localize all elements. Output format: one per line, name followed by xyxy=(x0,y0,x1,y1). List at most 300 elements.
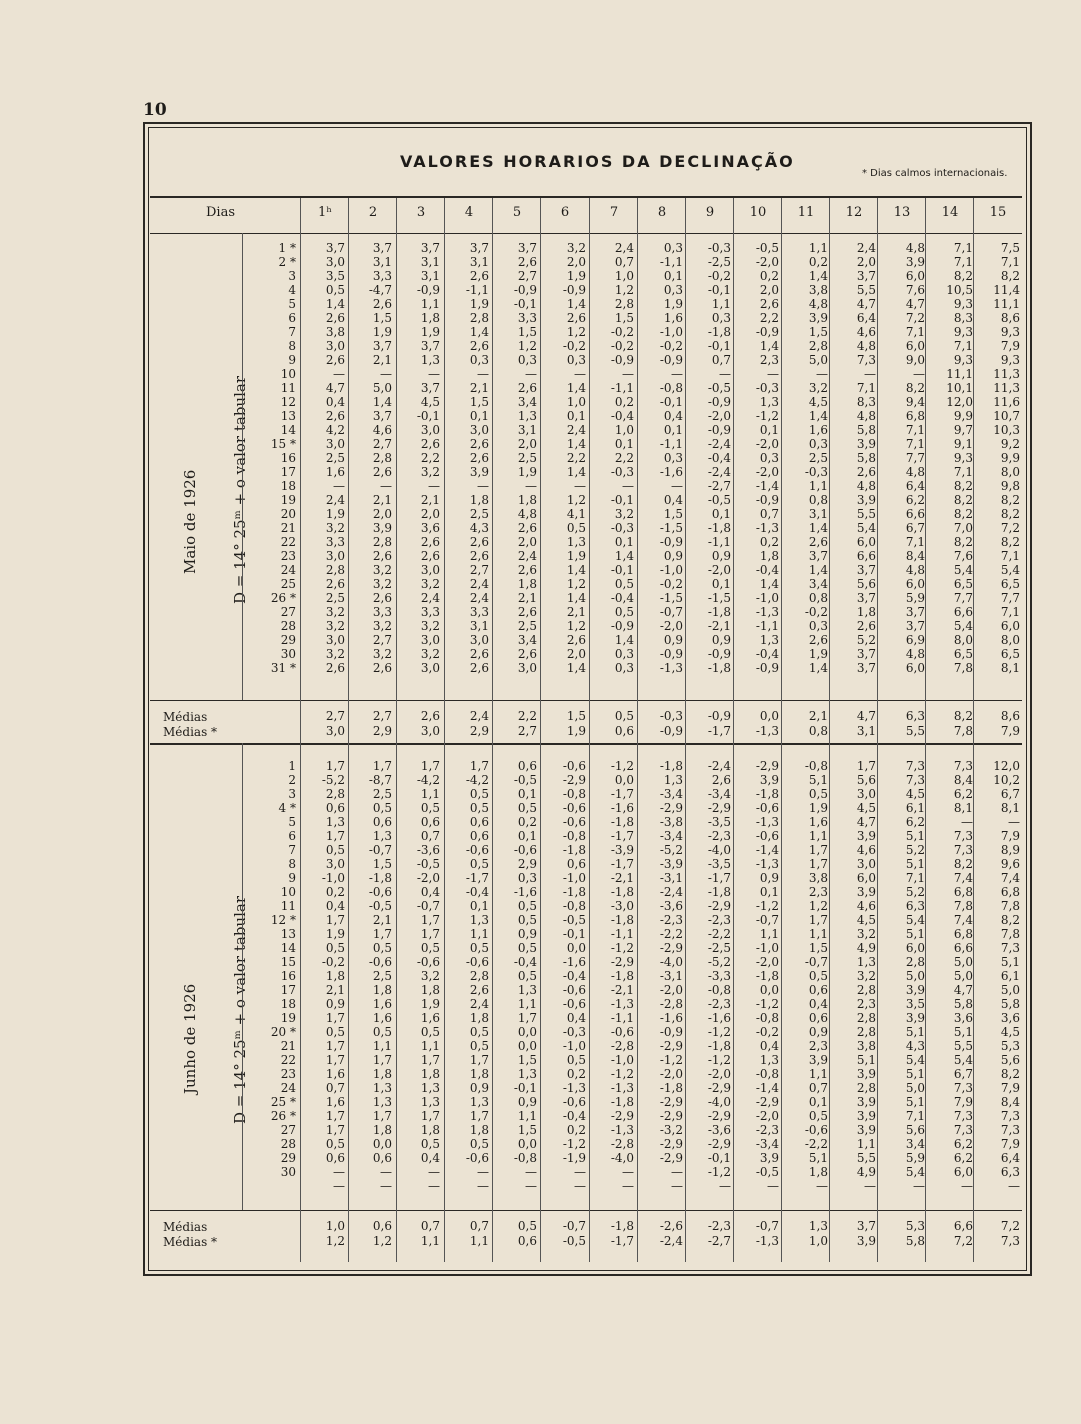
value-cell: -2,9 xyxy=(755,759,779,773)
value-cell: 0,0 xyxy=(372,1137,392,1151)
value-cell: 3,2 xyxy=(325,521,345,535)
value-cell: -2,9 xyxy=(659,941,683,955)
value-cell: — xyxy=(1008,1179,1020,1193)
value-cell: 0,6 xyxy=(372,815,392,829)
header-hour: 2 xyxy=(368,205,378,220)
value-cell: 0,6 xyxy=(614,724,634,738)
value-cell: -2,0 xyxy=(659,983,683,997)
value-cell: -1,8 xyxy=(610,969,634,983)
value-cell: 1,7 xyxy=(372,927,392,941)
value-cell: 7,1 xyxy=(905,1109,925,1123)
value-cell: 7,7 xyxy=(905,451,925,465)
day-label: 18 xyxy=(280,997,296,1011)
value-cell: -1,0 xyxy=(755,941,779,955)
value-cell: — xyxy=(525,479,537,493)
value-cell: -0,4 xyxy=(755,563,779,577)
value-cell: 8,4 xyxy=(1000,1095,1020,1109)
value-cell: 0,9 xyxy=(663,549,683,563)
value-cell: -0,2 xyxy=(610,325,634,339)
value-cell: 7,2 xyxy=(953,1234,973,1248)
value-cell: 1,7 xyxy=(808,843,828,857)
value-cell: -0,8 xyxy=(562,787,586,801)
value-cell: 3,7 xyxy=(856,647,876,661)
table-row xyxy=(150,858,1022,871)
value-cell: 4,5 xyxy=(905,787,925,801)
value-cell: -0,2 xyxy=(659,577,683,591)
value-cell: -2,4 xyxy=(707,759,731,773)
day-label: 26 * xyxy=(270,1109,296,1123)
day-label: 13 xyxy=(280,927,296,941)
value-cell: 3,1 xyxy=(856,724,876,738)
value-cell: 1,9 xyxy=(566,724,586,738)
value-cell: -0,8 xyxy=(755,1067,779,1081)
value-cell: -1,6 xyxy=(513,885,537,899)
value-cell: 1,3 xyxy=(372,1081,392,1095)
value-cell: 6,4 xyxy=(856,311,876,325)
value-cell: 5,1 xyxy=(808,773,828,787)
value-cell: 5,0 xyxy=(905,969,925,983)
value-cell: -0,9 xyxy=(659,535,683,549)
day-label: 13 xyxy=(280,409,296,423)
value-cell: 8,2 xyxy=(953,493,973,507)
value-cell: 1,3 xyxy=(566,535,586,549)
value-cell: 0,2 xyxy=(759,535,779,549)
table-row xyxy=(150,1124,1022,1137)
value-cell: 5,6 xyxy=(1000,1053,1020,1067)
table-row xyxy=(150,1110,1022,1123)
value-cell: 1,5 xyxy=(517,1053,537,1067)
value-cell: 3,6 xyxy=(420,521,440,535)
value-cell: -1,3 xyxy=(755,815,779,829)
value-cell: 3,3 xyxy=(325,535,345,549)
value-cell: -0,1 xyxy=(659,395,683,409)
value-cell: -0,4 xyxy=(610,409,634,423)
value-cell: 2,8 xyxy=(856,983,876,997)
day-label: 17 xyxy=(280,983,296,997)
junho-medias-label: Médias xyxy=(163,1220,208,1234)
value-cell: 0,6 xyxy=(420,815,440,829)
value-cell: 1,7 xyxy=(420,927,440,941)
value-cell: 1,4 xyxy=(808,661,828,675)
value-cell: 6,5 xyxy=(953,577,973,591)
value-cell: -2,8 xyxy=(610,1039,634,1053)
value-cell: 4,8 xyxy=(905,241,925,255)
table-row xyxy=(150,1082,1022,1095)
value-cell: 0,3 xyxy=(614,647,634,661)
value-cell: 3,7 xyxy=(905,619,925,633)
value-cell: -0,6 xyxy=(562,1095,586,1109)
value-cell: 7,3 xyxy=(905,759,925,773)
value-cell: -0,7 xyxy=(368,843,392,857)
value-cell: 2,6 xyxy=(372,661,392,675)
value-cell: 0,5 xyxy=(517,913,537,927)
value-cell: 5,0 xyxy=(905,1081,925,1095)
value-cell: 10,3 xyxy=(993,423,1020,437)
value-cell: 7,2 xyxy=(1000,521,1020,535)
column-rule xyxy=(492,198,493,1262)
value-cell: 1,2 xyxy=(517,339,537,353)
value-cell: 1,5 xyxy=(663,507,683,521)
value-cell: 1,3 xyxy=(420,353,440,367)
value-cell: 8,2 xyxy=(1000,913,1020,927)
value-cell: 0,5 xyxy=(469,787,489,801)
day-label: 5 xyxy=(288,297,296,311)
value-cell: 3,2 xyxy=(372,577,392,591)
value-cell: 0,0 xyxy=(759,983,779,997)
value-cell: 1,8 xyxy=(808,1165,828,1179)
value-cell: 1,1 xyxy=(469,1234,489,1248)
value-cell: 2,6 xyxy=(856,619,876,633)
value-cell: 4,3 xyxy=(905,1039,925,1053)
value-cell: 9,4 xyxy=(905,395,925,409)
value-cell: -1,2 xyxy=(659,1053,683,1067)
value-cell: 2,5 xyxy=(325,591,345,605)
value-cell: 4,9 xyxy=(856,941,876,955)
value-cell: 0,0 xyxy=(566,941,586,955)
value-cell: -0,6 xyxy=(465,843,489,857)
value-cell: 3,0 xyxy=(420,724,440,738)
header-hour: 9 xyxy=(705,205,715,220)
value-cell: 5,4 xyxy=(905,1165,925,1179)
value-cell: -1,8 xyxy=(659,1081,683,1095)
header-hour: 7 xyxy=(609,205,619,220)
value-cell: 3,9 xyxy=(856,1234,876,1248)
value-cell: 3,9 xyxy=(905,255,925,269)
day-label: 25 xyxy=(280,577,296,591)
value-cell: -0,9 xyxy=(610,353,634,367)
value-cell: 5,2 xyxy=(905,885,925,899)
value-cell: -1,7 xyxy=(465,871,489,885)
value-cell: 1,4 xyxy=(566,437,586,451)
value-cell: -0,8 xyxy=(755,1011,779,1025)
value-cell: 1,3 xyxy=(372,1095,392,1109)
value-cell: -2,0 xyxy=(416,871,440,885)
value-cell: 1,1 xyxy=(808,829,828,843)
value-cell: 0,1 xyxy=(517,787,537,801)
header-dias: Dias xyxy=(206,205,236,220)
side-rule xyxy=(242,233,243,700)
value-cell: 3,9 xyxy=(856,1123,876,1137)
value-cell: 6,2 xyxy=(953,1137,973,1151)
value-cell: 0,5 xyxy=(808,1109,828,1123)
value-cell: -2,4 xyxy=(707,437,731,451)
value-cell: 0,7 xyxy=(420,829,440,843)
value-cell: — xyxy=(428,1165,440,1179)
value-cell: 3,9 xyxy=(808,311,828,325)
table-row xyxy=(150,382,1022,395)
value-cell: 2,0 xyxy=(856,255,876,269)
value-cell: -3,6 xyxy=(707,1123,731,1137)
value-cell: 1,8 xyxy=(420,1123,440,1137)
value-cell: — xyxy=(333,1165,345,1179)
value-cell: — xyxy=(380,479,392,493)
value-cell: 2,9 xyxy=(469,724,489,738)
value-cell: 6,6 xyxy=(856,549,876,563)
value-cell: -1,2 xyxy=(755,899,779,913)
value-cell: 5,1 xyxy=(905,1025,925,1039)
value-cell: 1,9 xyxy=(517,465,537,479)
header-hour: 1ʰ xyxy=(318,205,332,220)
value-cell: — xyxy=(622,1179,634,1193)
value-cell: -1,8 xyxy=(755,969,779,983)
column-rule xyxy=(685,198,686,1262)
value-cell: 2,6 xyxy=(469,339,489,353)
value-cell: 3,4 xyxy=(905,1137,925,1151)
column-rule xyxy=(877,198,878,1262)
value-cell: -0,7 xyxy=(755,1219,779,1233)
value-cell: -3,6 xyxy=(659,899,683,913)
value-cell: 7,3 xyxy=(1000,1109,1020,1123)
value-cell: 1,3 xyxy=(759,633,779,647)
value-cell: -0,1 xyxy=(562,927,586,941)
value-cell: 1,7 xyxy=(372,1109,392,1123)
value-cell: 1,7 xyxy=(469,759,489,773)
table-row xyxy=(150,998,1022,1011)
value-cell: 5,1 xyxy=(953,1025,973,1039)
value-cell: 3,9 xyxy=(856,1095,876,1109)
value-cell: 7,1 xyxy=(953,465,973,479)
value-cell: 0,5 xyxy=(469,1137,489,1151)
value-cell: 2,6 xyxy=(517,255,537,269)
value-cell: -2,9 xyxy=(610,1109,634,1123)
value-cell: 2,4 xyxy=(614,241,634,255)
maio-medias-label: Médias xyxy=(163,710,208,724)
value-cell: -1,3 xyxy=(610,1081,634,1095)
value-cell: -0,3 xyxy=(610,521,634,535)
value-cell: 3,9 xyxy=(856,437,876,451)
value-cell: 1,8 xyxy=(420,983,440,997)
header-hour: 15 xyxy=(989,205,1007,220)
value-cell: 8,4 xyxy=(905,549,925,563)
value-cell: 1,8 xyxy=(372,1067,392,1081)
value-cell: 0,6 xyxy=(372,1219,392,1233)
table-row xyxy=(150,830,1022,843)
value-cell: -0,9 xyxy=(707,395,731,409)
value-cell: 0,5 xyxy=(469,1039,489,1053)
value-cell: 0,0 xyxy=(517,1039,537,1053)
value-cell: 3,0 xyxy=(325,255,345,269)
value-cell: 4,8 xyxy=(905,465,925,479)
value-cell: 0,5 xyxy=(517,899,537,913)
value-cell: 3,0 xyxy=(325,633,345,647)
value-cell: 1,5 xyxy=(469,395,489,409)
value-cell: 2,5 xyxy=(372,969,392,983)
value-cell: -1,5 xyxy=(659,591,683,605)
value-cell: 0,8 xyxy=(808,724,828,738)
value-cell: 1,5 xyxy=(372,857,392,871)
column-rule xyxy=(829,198,830,1262)
value-cell: 7,3 xyxy=(953,1081,973,1095)
day-label: 28 xyxy=(280,1137,296,1151)
value-cell: -1,3 xyxy=(610,1123,634,1137)
junho-medias-star-label: Médias * xyxy=(163,1235,218,1249)
value-cell: 1,4 xyxy=(566,297,586,311)
value-cell: 5,9 xyxy=(905,1151,925,1165)
value-cell: -0,9 xyxy=(707,709,731,723)
value-cell: 0,1 xyxy=(759,423,779,437)
value-cell: — xyxy=(477,1165,489,1179)
value-cell: -1,1 xyxy=(707,535,731,549)
value-cell: 1,4 xyxy=(566,591,586,605)
value-cell: 1,1 xyxy=(856,1137,876,1151)
table-row xyxy=(150,452,1022,465)
value-cell: -1,1 xyxy=(659,255,683,269)
value-cell: -1,4 xyxy=(755,1081,779,1095)
value-cell: -2,3 xyxy=(707,913,731,927)
value-cell: -1,0 xyxy=(321,871,345,885)
value-cell: — xyxy=(428,1179,440,1193)
column-rule xyxy=(589,198,590,1262)
value-cell: 0,6 xyxy=(325,1151,345,1165)
value-cell: -0,1 xyxy=(610,563,634,577)
day-label: 22 xyxy=(280,1053,296,1067)
value-cell: 6,2 xyxy=(905,493,925,507)
table-row xyxy=(150,900,1022,913)
value-cell: -2,7 xyxy=(707,479,731,493)
value-cell: 1,1 xyxy=(517,1109,537,1123)
value-cell: -0,2 xyxy=(562,339,586,353)
value-cell: 1,9 xyxy=(566,549,586,563)
value-cell: 2,6 xyxy=(372,297,392,311)
value-cell: 6,0 xyxy=(905,577,925,591)
table-row xyxy=(150,256,1022,269)
value-cell: 12,0 xyxy=(946,395,973,409)
value-cell: 0,2 xyxy=(325,885,345,899)
value-cell: -2,0 xyxy=(659,1067,683,1081)
value-cell: 0,1 xyxy=(711,577,731,591)
value-cell: 0,5 xyxy=(420,801,440,815)
value-cell: 0,6 xyxy=(808,1011,828,1025)
column-rule xyxy=(444,198,445,1262)
value-cell: 5,1 xyxy=(808,1151,828,1165)
value-cell: 3,0 xyxy=(325,437,345,451)
table-row xyxy=(150,438,1022,451)
value-cell: 2,6 xyxy=(420,709,440,723)
value-cell: -0,6 xyxy=(513,843,537,857)
value-cell: 8,1 xyxy=(1000,661,1020,675)
table-row xyxy=(150,788,1022,801)
value-cell: 3,9 xyxy=(905,983,925,997)
value-cell: -1,3 xyxy=(755,724,779,738)
value-cell: -0,4 xyxy=(513,955,537,969)
day-label: 29 xyxy=(280,1151,296,1165)
value-cell: -1,8 xyxy=(755,787,779,801)
value-cell: 5,3 xyxy=(1000,1039,1020,1053)
value-cell: 5,0 xyxy=(808,353,828,367)
value-cell: -0,8 xyxy=(804,759,828,773)
value-cell: 4,8 xyxy=(905,563,925,577)
value-cell: 2,0 xyxy=(517,535,537,549)
value-cell: -1,2 xyxy=(562,1137,586,1151)
value-cell: -3,6 xyxy=(416,843,440,857)
value-cell: 3,8 xyxy=(808,871,828,885)
value-cell: -1,0 xyxy=(755,591,779,605)
value-cell: 2,7 xyxy=(372,709,392,723)
value-cell: 1,2 xyxy=(566,493,586,507)
value-cell: -0,7 xyxy=(416,899,440,913)
value-cell: -0,9 xyxy=(707,647,731,661)
value-cell: 1,3 xyxy=(808,1219,828,1233)
header-hour: 14 xyxy=(941,205,959,220)
table-row xyxy=(150,298,1022,311)
value-cell: 3,1 xyxy=(517,423,537,437)
value-cell: 7,1 xyxy=(905,325,925,339)
value-cell: — xyxy=(477,479,489,493)
value-cell: 0,5 xyxy=(469,1025,489,1039)
value-cell: 0,9 xyxy=(517,1095,537,1109)
value-cell: 0,1 xyxy=(808,1095,828,1109)
value-cell: -2,3 xyxy=(755,1123,779,1137)
value-cell: 11,3 xyxy=(993,381,1020,395)
value-cell: -0,9 xyxy=(659,353,683,367)
value-cell: 3,7 xyxy=(325,241,345,255)
value-cell: 0,5 xyxy=(372,801,392,815)
value-cell: -0,5 xyxy=(368,899,392,913)
value-cell: 3,1 xyxy=(372,255,392,269)
value-cell: 3,7 xyxy=(856,1219,876,1233)
value-cell: -0,4 xyxy=(465,885,489,899)
value-cell: 1,2 xyxy=(566,325,586,339)
quiet-days-note: * Dias calmos internacionais. xyxy=(862,168,1008,179)
value-cell: -0,9 xyxy=(755,661,779,675)
value-cell: 6,7 xyxy=(953,1067,973,1081)
value-cell: -0,3 xyxy=(659,709,683,723)
value-cell: 9,3 xyxy=(1000,325,1020,339)
value-cell: — xyxy=(574,367,586,381)
value-cell: 5,8 xyxy=(856,451,876,465)
value-cell: -0,3 xyxy=(562,1025,586,1039)
value-cell: 5,1 xyxy=(905,829,925,843)
table-row xyxy=(150,522,1022,535)
value-cell: -1,3 xyxy=(755,605,779,619)
value-cell: 1,3 xyxy=(759,395,779,409)
value-cell: 0,6 xyxy=(372,1151,392,1165)
value-cell: — xyxy=(1008,815,1020,829)
column-rule xyxy=(925,198,926,1262)
value-cell: 1,6 xyxy=(325,1067,345,1081)
value-cell: 0,4 xyxy=(759,1039,779,1053)
value-cell: -0,6 xyxy=(416,955,440,969)
value-cell: -0,3 xyxy=(610,465,634,479)
value-cell: 2,6 xyxy=(325,353,345,367)
day-label: 29 xyxy=(280,633,296,647)
column-rule xyxy=(733,198,734,1262)
value-cell: 0,4 xyxy=(420,1151,440,1165)
value-cell: 1,4 xyxy=(372,395,392,409)
value-cell: -0,3 xyxy=(755,381,779,395)
value-cell: 7,3 xyxy=(953,843,973,857)
value-cell: 1,7 xyxy=(420,759,440,773)
table-row xyxy=(150,410,1022,423)
value-cell: 7,2 xyxy=(905,311,925,325)
value-cell: 0,5 xyxy=(325,1025,345,1039)
value-cell: -2,2 xyxy=(707,927,731,941)
day-label: 19 xyxy=(280,493,296,507)
value-cell: 2,6 xyxy=(566,633,586,647)
value-cell: 4,6 xyxy=(372,423,392,437)
value-cell: 2,1 xyxy=(566,605,586,619)
value-cell: 1,4 xyxy=(808,269,828,283)
value-cell: -1,6 xyxy=(707,1011,731,1025)
value-cell: -2,3 xyxy=(659,913,683,927)
table-row xyxy=(150,1152,1022,1165)
value-cell: 1,4 xyxy=(566,563,586,577)
value-cell: -1,8 xyxy=(562,843,586,857)
value-cell: 1,7 xyxy=(808,857,828,871)
table-row xyxy=(150,354,1022,367)
value-cell: 1,1 xyxy=(469,927,489,941)
value-cell: -2,0 xyxy=(755,437,779,451)
